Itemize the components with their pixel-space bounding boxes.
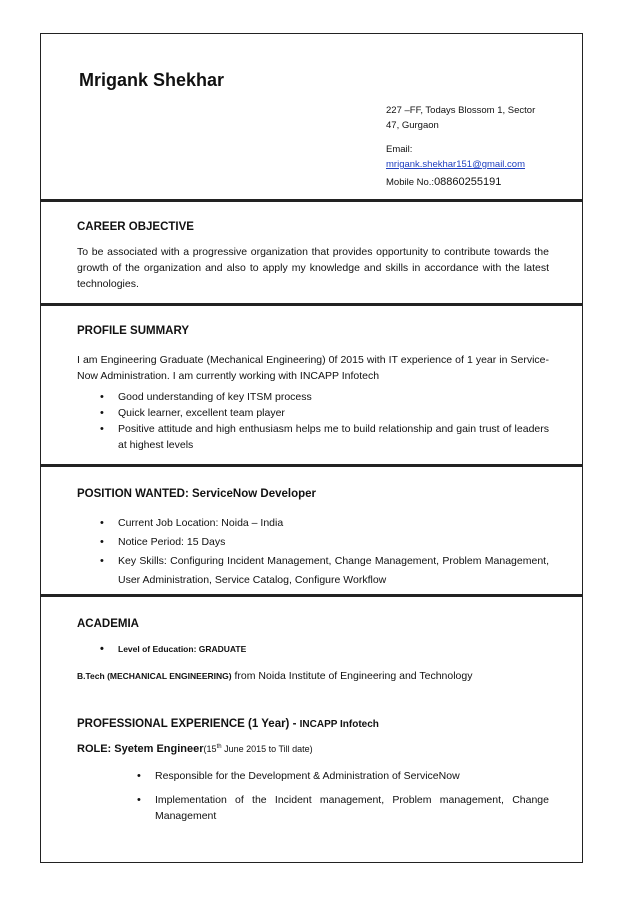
career-objective-text: To be associated with a progressive organization that provides opportunity to contribute towards the growth of the organization and also to apply my knowledge and skills in accordance with the latest technologies. bbox=[77, 246, 549, 290]
candidate-name: Mrigank Shekhar bbox=[79, 70, 225, 90]
profile-summary-heading: PROFILE SUMMARY bbox=[77, 325, 190, 337]
address bbox=[386, 103, 535, 133]
position-wanted-list bbox=[93, 514, 549, 590]
section-divider bbox=[40, 464, 583, 467]
experience-company: INCAPP Infotech bbox=[299, 719, 379, 730]
list-item: • Positive attitude and high enthusiasm helps me to build relationship and gain trust of leaders at highest levels bbox=[93, 421, 549, 453]
list-item: • Current Job Location: Noida – India bbox=[93, 514, 549, 533]
experience-heading bbox=[77, 718, 379, 730]
mobile-label: Mobile No.: bbox=[386, 177, 435, 188]
profile-summary-list bbox=[93, 389, 549, 453]
list-item: • Level of Education: GRADUATE bbox=[93, 641, 549, 657]
list-item: • Implementation of the Incident management, Problem management, Change Management bbox=[130, 792, 549, 824]
role-date-suffix: June 2015 to Till date) bbox=[221, 744, 313, 754]
academia-list bbox=[93, 641, 549, 657]
position-wanted-heading: POSITION WANTED: ServiceNow Developer bbox=[77, 488, 317, 500]
profile-summary-text: I am Engineering Graduate (Mechanical Engineering) 0f 2015 with IT experience of 1 year in Service-Now Administration. I am currently working with INCAPP Infotech bbox=[77, 354, 549, 382]
section-divider bbox=[40, 594, 583, 597]
role-date-sup: th bbox=[216, 744, 222, 750]
career-objective-heading: CAREER OBJECTIVE bbox=[77, 221, 194, 233]
section-divider bbox=[40, 303, 583, 306]
address-line-1: 227 –FF, Todays Blossom 1, Sector bbox=[386, 105, 536, 116]
degree-institution: from Noida Institute of Engineering and Technology bbox=[234, 670, 473, 682]
list-item: • Responsible for the Development & Administration of ServiceNow bbox=[130, 768, 549, 784]
list-item: • Quick learner, excellent team player bbox=[93, 405, 549, 421]
email-label: Email: bbox=[386, 144, 413, 155]
degree-line bbox=[77, 670, 472, 682]
address-line-2: 47, Gurgaon bbox=[386, 120, 439, 131]
list-item: • Notice Period: 15 Days bbox=[93, 533, 549, 552]
list-item: • Good understanding of key ITSM process bbox=[93, 389, 549, 405]
role-line bbox=[77, 743, 313, 755]
role-date-prefix: (15 bbox=[203, 744, 217, 754]
email-block bbox=[386, 142, 525, 172]
degree-label: B.Tech (MECHANICAL ENGINEERING) bbox=[77, 671, 232, 681]
list-item: • Key Skills: Configuring Incident Management, Change Management, Problem Management, User Administration, Service Catalog, Configure Workflow bbox=[93, 552, 549, 590]
experience-heading-main: PROFESSIONAL EXPERIENCE (1 Year) - bbox=[77, 718, 300, 730]
experience-list bbox=[130, 768, 549, 824]
academia-heading: ACADEMIA bbox=[77, 618, 139, 630]
mobile-number: 08860255191 bbox=[434, 176, 502, 188]
role-label: ROLE: Syetem Engineer bbox=[77, 743, 204, 755]
mobile-block bbox=[386, 175, 501, 190]
email-link[interactable]: mrigank.shekhar151@gmail.com bbox=[386, 159, 526, 170]
section-divider bbox=[40, 199, 583, 202]
